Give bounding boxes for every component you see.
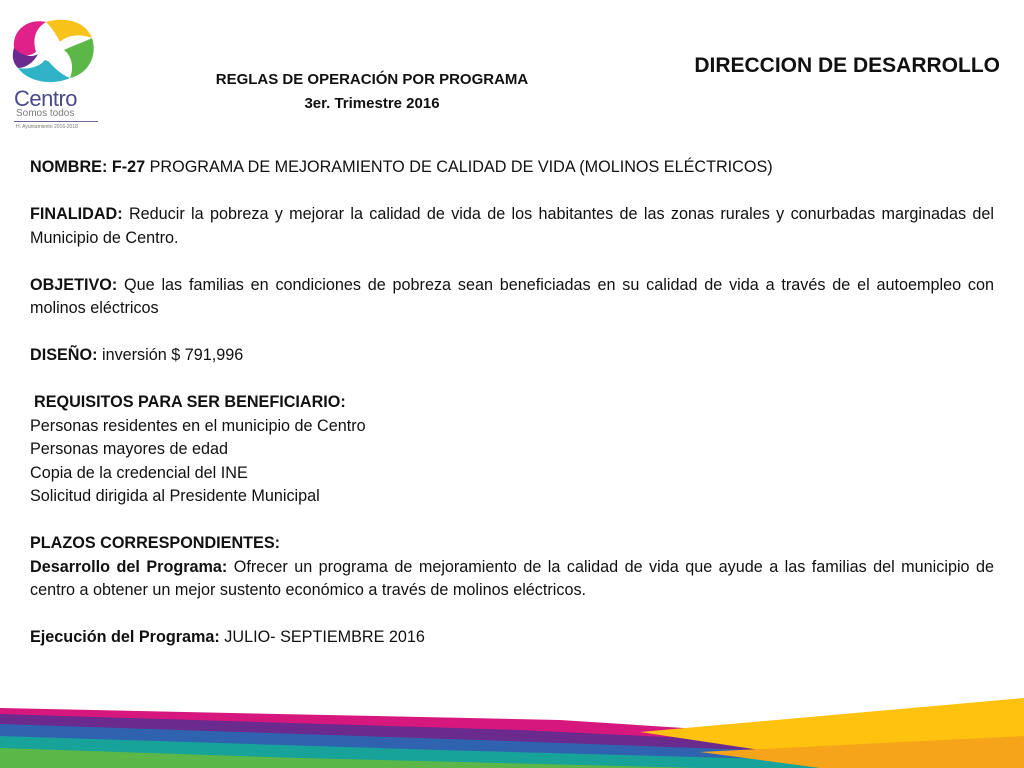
requisito-item: Personas mayores de edad [30, 440, 228, 458]
requisito-item: Solicitud dirigida al Presidente Municipal [30, 487, 320, 505]
requisitos-title: REQUISITOS PARA SER BENEFICIARIO: [34, 393, 346, 411]
nombre-text: PROGRAMA DE MEJORAMIENTO DE CALIDAD DE VIDA (MOLINOS ELÉCTRICOS) [145, 158, 773, 176]
centro-logo-mark [6, 12, 98, 90]
finalidad-paragraph [30, 203, 994, 250]
nombre-paragraph [30, 156, 994, 180]
requisitos-section [30, 391, 994, 509]
logo-divider [14, 121, 98, 122]
finalidad-text: Reducir la pobreza y mejorar la calidad de vida de los habitantes de las zonas rurales y conurbadas marginadas del Municipio de Centro. [30, 205, 994, 247]
diseno-label: DISEÑO: [30, 346, 98, 364]
document-body [30, 156, 994, 650]
requisito-item: Copia de la credencial del INE [30, 463, 248, 482]
centro-logo [6, 12, 98, 130]
direction-heading: DIRECCION DE DESARROLLO [694, 54, 1000, 77]
diseno-paragraph [30, 344, 994, 368]
plazos-title: PLAZOS CORRESPONDIENTES: [30, 534, 281, 552]
desarrollo-paragraph [30, 556, 994, 603]
objetivo-label: OBJETIVO: [30, 275, 118, 294]
diseno-text: inversión $ 791,996 [97, 346, 244, 364]
logo-tagline: Somos todos [16, 108, 75, 119]
logo-name: Centro [14, 86, 78, 111]
desarrollo-label: Desarrollo del Programa: [30, 557, 228, 576]
nombre-label: NOMBRE: F-27 [30, 158, 146, 176]
logo-small-text: H. Ayuntamiento 2016-2018 [16, 124, 78, 130]
decorative-color-band [0, 680, 1024, 768]
document-title [150, 68, 594, 116]
finalidad-label: FINALIDAD: [30, 205, 123, 223]
ejecucion-text: JULIO- SEPTIEMBRE 2016 [219, 628, 425, 646]
plazos-section [30, 532, 994, 650]
objetivo-paragraph [30, 274, 994, 321]
ejecucion-paragraph [30, 626, 994, 650]
spacer [30, 509, 994, 533]
title-line-2: 3er. Trimestre 2016 [304, 95, 440, 112]
requisito-item: Personas residentes en el municipio de Centro [30, 416, 366, 435]
objetivo-text: Que las familias en condiciones de pobreza sean beneficiadas en su calidad de vida a través de el autoempleo con molinos eléctricos [30, 275, 994, 317]
ejecucion-label: Ejecución del Programa: [30, 628, 220, 646]
desarrollo-text: Ofrecer un programa de mejoramiento de la calidad de vida que ayude a las familias del municipio de centro a obtener un mejor sustento económico a través de molinos eléctricos. [30, 557, 995, 599]
title-line-1: REGLAS DE OPERACIÓN POR PROGRAMA [215, 71, 529, 88]
